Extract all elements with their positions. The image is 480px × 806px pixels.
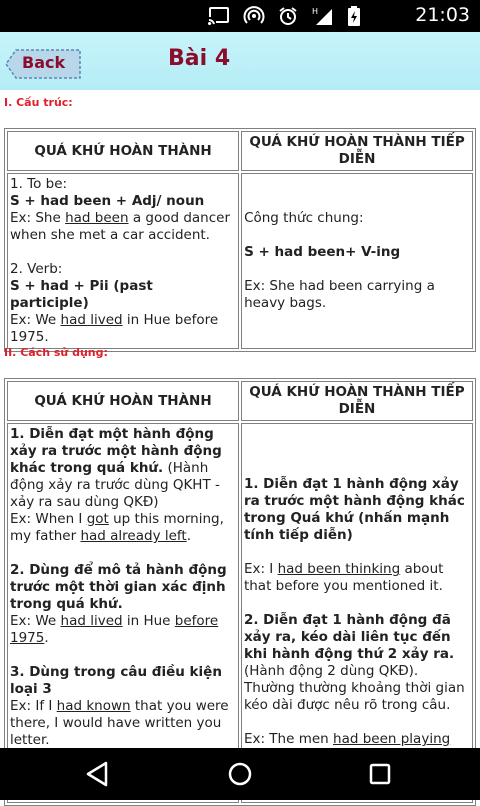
structure-past-perfect-cell xyxy=(7,173,239,349)
hotspot-icon xyxy=(244,6,264,26)
section-heading-structure: I. Cấu trúc: xyxy=(4,96,73,109)
usage-item-3: 3. Dùng trong câu điều kiện loại 3 xyxy=(10,664,222,697)
table-row xyxy=(7,173,473,349)
status-time: 21:03 xyxy=(415,4,470,26)
table-header-past-perfect-continuous: QUÁ KHỨ HOÀN THÀNH TIẾP DIỄN xyxy=(241,381,473,421)
formula: S + had + Pii (past participle) xyxy=(10,278,153,311)
battery-icon xyxy=(348,6,360,26)
table-header-past-perfect: QUÁ KHỨ HOÀN THÀNH xyxy=(7,381,239,421)
navigation-bar xyxy=(0,748,480,800)
recents-nav-icon xyxy=(362,758,398,790)
cast-icon xyxy=(208,7,230,25)
status-icons xyxy=(208,6,360,26)
usage-item-1: 1. Diễn đạt một hành động xảy ra trước một hành động khác trong quá khứ. (Hành động xảy ra trước dùng QKHT - xảy ra sau dùng QKĐ) xyxy=(10,426,222,510)
alarm-icon xyxy=(278,6,298,26)
back-nav-button[interactable] xyxy=(80,758,116,790)
usage-past-perfect-continuous-cell xyxy=(241,423,473,803)
formula: S + had been+ V-ing xyxy=(244,244,401,260)
table-header-row xyxy=(7,381,473,421)
text-line: Công thức chung: xyxy=(244,210,364,226)
text-line: 2. Verb: xyxy=(10,261,63,277)
status-bar xyxy=(0,0,480,32)
example: Ex: If I had known that you were there, I would have written you letter. xyxy=(10,698,229,748)
usage-item-1: 1. Diễn đạt 1 hành động xảy ra trước một hành động khác trong Quá khứ (nhấn mạnh tính tiếp diễn) xyxy=(243,476,465,543)
lesson-content[interactable] xyxy=(0,90,480,748)
section-heading-usage: II. Cách sử dụng: xyxy=(4,346,108,359)
app-header xyxy=(0,32,480,90)
home-nav-icon xyxy=(222,758,258,790)
recents-nav-button[interactable] xyxy=(362,758,398,790)
example: Ex: We had lived in Hue before 1975. xyxy=(10,312,219,345)
example: Ex: The men had been playing xyxy=(243,731,451,747)
text-line: 1. To be: xyxy=(10,176,68,192)
example: Ex: When I got up this morning, my father had already left. xyxy=(10,511,224,544)
home-nav-button[interactable] xyxy=(222,758,258,790)
network-type: H xyxy=(312,7,319,16)
formula: S + had been + Adj/ noun xyxy=(10,193,205,209)
back-button[interactable] xyxy=(4,48,80,78)
back-label: Back xyxy=(22,53,66,72)
page-title: Bài 4 xyxy=(168,46,231,71)
table-row xyxy=(7,423,473,803)
structure-table xyxy=(4,128,476,352)
usage-item-2: 2. Diễn đạt 1 hành động đã xảy ra, kéo dài liên tục đến khi hành động thứ 2 xảy ra. (Hành động 2 dùng QKĐ). Thường thường khoảng thời gian kéo dài được nêu rõ trong câu. xyxy=(243,612,465,713)
usage-item-2: 2. Dùng để mô tả hành động trước một thời gian xác định trong quá khứ. xyxy=(10,562,227,612)
table-header-row xyxy=(7,131,473,171)
back-nav-icon xyxy=(80,758,116,790)
usage-past-perfect-cell xyxy=(7,423,239,803)
table-header-past-perfect: QUÁ KHỨ HOÀN THÀNH xyxy=(7,131,239,171)
structure-past-perfect-continuous-cell xyxy=(241,173,473,349)
signal-icon xyxy=(312,6,334,26)
example: Ex: We had lived in Hue before 1975. xyxy=(10,613,219,646)
example: Ex: She had been carrying a heavy bags. xyxy=(244,278,435,311)
table-header-past-perfect-continuous: QUÁ KHỨ HOÀN THÀNH TIẾP DIỄN xyxy=(241,131,473,171)
example: Ex: I had been thinking about that before you mentioned it. xyxy=(243,561,444,594)
example: Ex: She had been a good dancer when she met a car accident. xyxy=(10,210,231,243)
usage-table xyxy=(4,378,476,806)
